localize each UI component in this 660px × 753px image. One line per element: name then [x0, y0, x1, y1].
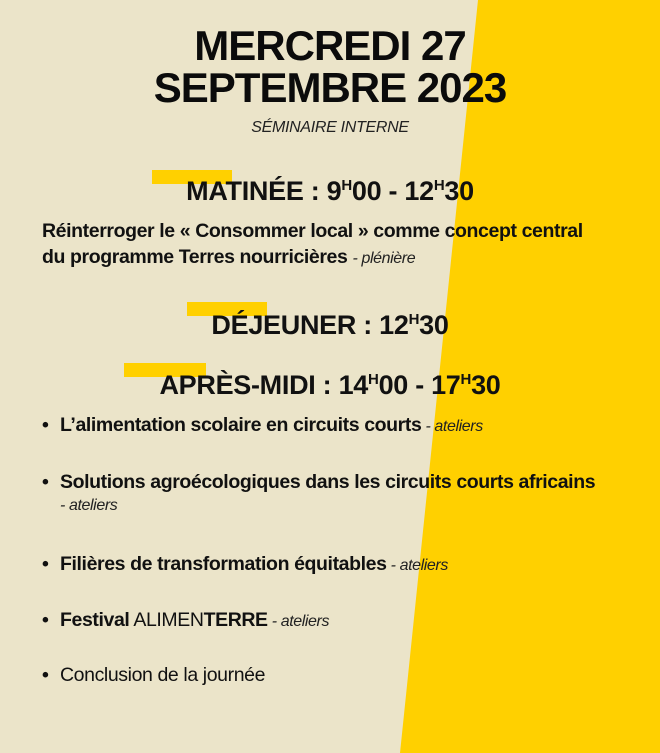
item-1-note: - ateliers: [421, 418, 483, 435]
item-4-title: Festival: [60, 609, 130, 631]
apres-midi-title-mid: 00 - 17: [378, 370, 461, 400]
item-3-title: Filières de transformation équitables: [60, 553, 387, 575]
matinee-sup-1: H: [341, 177, 352, 194]
item-5-text: Conclusion de la journée: [60, 664, 266, 686]
apres-midi-sup-1: H: [368, 371, 379, 388]
section-apres-midi-title: [0, 370, 660, 400]
matinee-sup-2: H: [433, 177, 445, 194]
item-2-title: Solutions agroécologiques dans les circuits courts africains: [60, 471, 596, 493]
matinee-text-line-1: Réinterroger le « Consommer local » comme concept central: [42, 220, 583, 242]
matinee-note: - plénière: [352, 250, 416, 267]
item-4-brand-regular: ALIMEN: [129, 609, 204, 631]
date-line-2: SEPTEMBRE 2023: [153, 64, 507, 111]
dejeuner-title-prefix: DÉJEUNER : 12: [211, 310, 409, 340]
matinee-text-line-2: du programme Terres nourricières: [42, 246, 348, 268]
matinee-description: [42, 218, 642, 272]
item-3-note: - ateliers: [386, 557, 448, 574]
apres-midi-sup-2: H: [460, 371, 472, 388]
bullet-icon: •: [42, 664, 49, 686]
bullet-icon: •: [42, 609, 49, 631]
dejeuner-title-suffix: 30: [419, 310, 449, 340]
bullet-icon: •: [42, 553, 49, 575]
matinee-title-mid: 00 - 12: [351, 176, 434, 206]
subtitle: SÉMINAIRE INTERNE: [251, 119, 409, 136]
dejeuner-sup: H: [408, 311, 420, 328]
matinee-title-prefix: MATINÉE : 9: [186, 176, 342, 206]
matinee-title-suffix: 30: [444, 176, 474, 206]
item-4-brand-bold: TERRE: [203, 609, 268, 631]
bullet-icon: •: [42, 471, 49, 493]
item-4-note: - ateliers: [267, 613, 330, 630]
item-1-title: L’alimentation scolaire en circuits courts: [60, 414, 422, 436]
apres-midi-title-prefix: APRÈS-MIDI : 14: [159, 370, 369, 400]
apres-midi-title-suffix: 30: [471, 370, 501, 400]
bullet-icon: •: [42, 414, 49, 436]
item-2-note: - ateliers: [60, 497, 118, 514]
section-dejeuner-title: [0, 310, 660, 340]
section-matinee-title: [0, 176, 660, 206]
date-line-1: MERCREDI 27: [194, 22, 466, 69]
